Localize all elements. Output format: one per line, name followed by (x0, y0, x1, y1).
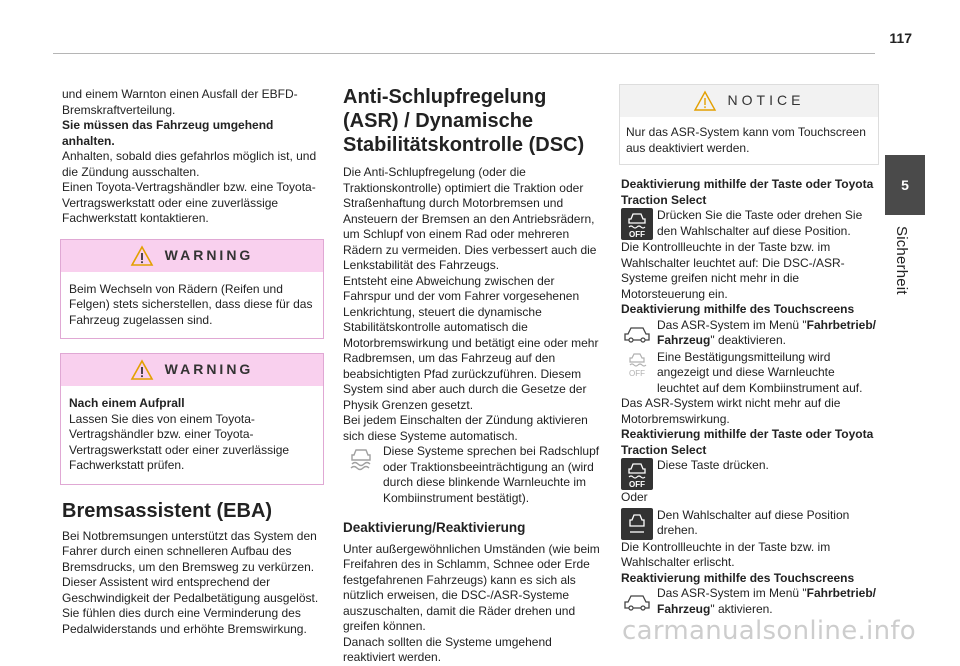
traction-off-warning-icon (621, 350, 653, 378)
deactivation-heading: Deaktivierung/Reaktivierung (343, 520, 526, 535)
notice-title: NOTICE (727, 92, 805, 109)
react-dial-row (621, 508, 879, 540)
column-3 (621, 84, 879, 618)
oder-text: Oder (621, 490, 648, 504)
watermark: carmanualsonline.info (622, 616, 917, 646)
off-label: OFF (629, 230, 645, 239)
warning-text: Beim Wechseln von Rädern (Reifen und Felgen) stets sicherstellen, dass diese für das Fahrzeug zugelassen sind. (69, 281, 313, 327)
deact-key-text: Drücken Sie die Taste oder drehen Sie den Wahlschalter auf diese Position. (657, 208, 863, 238)
car-icon (621, 318, 653, 350)
intro-text-2: Anhalten, sobald dies gefahrlos möglich ist, und die Zündung ausschalten. (62, 149, 317, 179)
warning-header (61, 240, 323, 272)
confirm-text (657, 350, 879, 397)
notice-text: Nur das ASR-System kann vom Touchscreen aus deaktiviert werden. (626, 125, 866, 155)
notice-box (619, 84, 879, 165)
slip-icon-text: Diese Systeme sprechen bei Radschlupf oder Traktionsbeeinträchtigung an (wird durch diese blinkende Warnleuchte im Kombiinstrument bestätigt). (383, 444, 600, 505)
column-2 (343, 85, 601, 666)
react-key-heading: Reaktivierung mithilfe der Taste oder Toyota Traction Select (621, 427, 874, 457)
warning-triangle-icon (131, 246, 153, 266)
intro-text-3: Einen Toyota-Vertragshändler bzw. eine Toyota-Vertragswerkstatt oder eine zuverlässige Fachwerkstatt kontaktieren. (62, 180, 316, 225)
react-key-row (621, 458, 879, 490)
traction-slip-icon (343, 444, 379, 470)
off-label: OFF (629, 480, 645, 489)
confirm-text-content: Eine Bestätigungsmitteilung wird angezeigt und diese Warnleuchte leuchtet auf dem Kombiinstrument auf. (657, 349, 863, 395)
asr-off-text: Das ASR-System wirkt nicht mehr auf die Motorbremswirkung. (621, 396, 841, 426)
notice-header (620, 85, 878, 117)
intro-text: und einem Warnton einen Ausfall der EBFD-Bremskraftverteilung. (62, 87, 298, 117)
react-key-text: Diese Taste drücken. (657, 458, 769, 472)
eba-text: Bei Notbremsungen unterstützt das System den Fahrer durch einen schnelleren Aufbau des Bremsdrucks, um den Bremsweg zu verkürzen. Dieser Assistent wird entsprechend der Geschwindigkeit der Pedalbetätigung ausgelöst. Sie fühlen dies durch eine Verminderung des Pedalwiderstands und erhöhte Bremswirkung. (62, 528, 319, 636)
dial-icon (621, 508, 653, 540)
warning-header (61, 354, 323, 386)
deact-key-heading: Deaktivierung mithilfe der Taste oder Toyota Traction Select (621, 177, 874, 207)
react-touch-post: " aktivieren. (710, 601, 773, 616)
traction-off-icon (621, 458, 653, 490)
react-key-explanation: Die Kontrollleuchte in der Taste bzw. im Wahlschalter erlischt. (621, 539, 831, 569)
react-dial-text: Den Wahlschalter auf diese Position drehen. (657, 507, 850, 537)
intro-bold: Sie müssen das Fahrzeug umgehend anhalten. (62, 118, 274, 148)
asr-text-1: Die Anti-Schlupfregelung (oder die Traktionskontrolle) optimiert die Traktion oder Straßenhaftung durch Motorbremsen und Ansteuern der Bremsen an den Antriebsrädern, um Schlupf von einem Rad oder mehreren Rädern zu vermeiden. Dies verbessert auch die Lenkstabilität des Fahrzeugs. (343, 165, 597, 272)
deact-touch-text (657, 318, 879, 350)
warning-bold: Nach einem Aufprall (69, 396, 185, 410)
warning-text: Lassen Sie dies von einem Toyota-Vertragshändler bzw. einer Toyota-Vertragswerkstatt oder einer zuverlässige Fachwerkstatt prüfen. (69, 411, 290, 472)
eba-heading: Bremsassistent (EBA) (62, 499, 273, 522)
deact-touch-pre: Das ASR-System im Menü " (657, 317, 807, 332)
warning-box-1 (60, 239, 324, 340)
react-touch-heading: Reaktivierung mithilfe des Touchscreens (621, 570, 855, 585)
header-rule (53, 53, 875, 54)
section-tab: 5 (885, 155, 925, 215)
react-touch-row (621, 586, 879, 618)
warning-triangle-icon (131, 360, 153, 380)
deact-touch-menu: Fahrbetrieb/ Fahrzeug (657, 317, 876, 347)
traction-off-icon (621, 208, 653, 240)
asr-text-3: Bei jedem Einschalten der Zündung aktivieren sich diese Systeme automatisch. (343, 413, 588, 443)
warning-box-2 (60, 353, 324, 485)
asr-dsc-heading: Anti-Schlupfregelung (ASR) / Dynamische Stabilitätskontrolle (DSC) (343, 86, 585, 156)
deact-touch-heading: Deaktivierung mithilfe des Touchscreens (621, 302, 855, 316)
warning-title: WARNING (164, 246, 254, 263)
page-number: 117 (889, 30, 912, 46)
confirm-row (621, 350, 879, 397)
deact-key-explanation: Die Kontrollleuchte in der Taste bzw. im Wahlschalter leuchtet auf: Die DSC-/ASR-Systeme greifen nicht mehr in die Motorsteuerung ein. (621, 240, 845, 301)
warning-body (61, 386, 323, 484)
notice-triangle-icon (694, 91, 716, 111)
off-label: OFF (629, 368, 645, 378)
section-label: Sicherheit (893, 226, 910, 295)
deact-touch-post: " deaktivieren. (710, 333, 786, 347)
react-touch-menu: Fahrbetrieb/ Fahrzeug (657, 586, 876, 616)
deact-key-row (621, 208, 879, 240)
slip-icon-row (343, 444, 601, 506)
react-touch-text (657, 586, 879, 618)
deactivation-text: Unter außergewöhnlichen Umständen (wie beim Freifahren des in Schlamm, Schnee oder Erde festgefahrenen Fahrzeugs) kann es sich als nützlich erweisen, die DSC-/ASR-Systeme auszuschalten, damit die Räder drehen und greifen können. (343, 541, 600, 633)
car-icon (621, 586, 653, 618)
react-touch-pre: Das ASR-System im Menü " (657, 586, 807, 600)
column-1 (62, 87, 324, 637)
asr-text-2: Entsteht eine Abweichung zwischen der Fahrspur und der vom Fahrer vorgesehenen Lenkrichtung, steuert die dynamische Stabilitätskontrolle automatisch die Motorbremswirkung und betätigt eine oder mehr Radbremsen, um das Fahrzeug auf den beabsichtigten Pfad zurückzuführen. Diesem System sind aber auch durch die Gesetze der Physik Grenzen gesetzt. (343, 273, 599, 412)
deact-touch-row (621, 318, 879, 350)
warning-title: WARNING (164, 361, 254, 378)
reactivation-text: Danach sollten die Systeme umgehend reaktiviert werden. (343, 634, 552, 664)
